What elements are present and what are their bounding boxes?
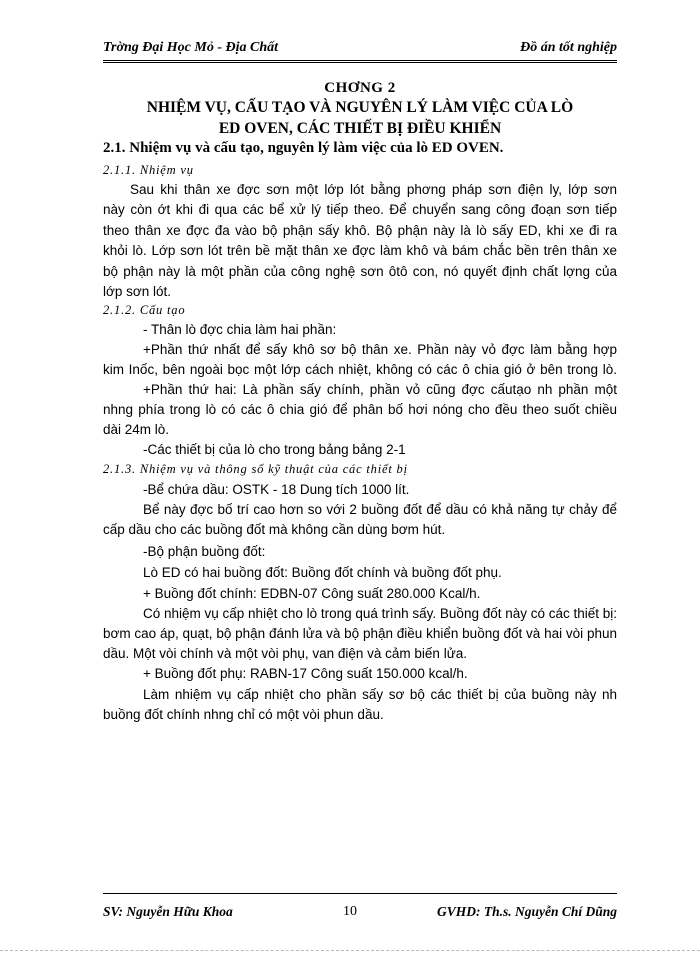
paragraph-line: -Bộ phận buồng đốt: <box>143 544 266 559</box>
header-rule-double <box>103 62 617 63</box>
paragraph-line: - Thân lò đợc chia làm hai phần: <box>143 322 337 337</box>
footer-rule <box>103 893 617 894</box>
page-bottom-divider <box>0 950 700 951</box>
footer-advisor: GVHD: Th.s. Nguyễn Chí Dũng <box>436 904 617 919</box>
paragraph-line: Sau khi thân xe đợc sơn một lớp lót bằng phơng pháp sơn điện ly, lớp sơn <box>130 182 617 197</box>
paragraph-line: bộ phận này là một phần của công nghệ sơn ôtô con, nó quyết định chất lợng của <box>103 264 617 279</box>
paragraph-line: + Buồng đốt chính: EDBN-07 Công suất 280.000 Kcal/h. <box>143 586 481 601</box>
paragraph-line: bơm cao áp, quạt, bộ phận đánh lửa và bộ phận điều khiển buồng đốt và hai vòi phun <box>103 626 617 641</box>
paragraph-line: khỏi lò. Lớp sơn lót trên bề mặt thân xe đợc làm khô và bám chắc bền trên thân xe <box>103 243 617 258</box>
chapter-subtitle-line-1: NHIỆM VỤ, CẤU TẠO VÀ NGUYÊN LÝ LÀM VIỆC CỦA LÒ <box>146 99 574 116</box>
paragraph-line: +Phần thứ nhất để sấy khô sơ bộ thân xe. Phần này vỏ đợc làm bằng hợp <box>143 342 617 357</box>
paragraph-line: theo thân xe đợc đa vào bộ phận sấy khô. Bộ phận này là lò sấy ED, khi xe đi ra <box>103 223 617 238</box>
paragraph-line: Có nhiệm vụ cấp nhiệt cho lò trong quá trình sấy. Buồng đốt này có các thiết bị: <box>143 606 618 621</box>
header-school: Trờng Đại Học Mỏ - Địa Chất <box>103 40 279 55</box>
paragraph-line: Làm nhiệm vụ cấp nhiệt cho phần sấy sơ bộ các thiết bị của buồng này nh <box>143 687 617 702</box>
paragraph-line: dầu. Một vòi chính và một vòi phụ, van điện và cảm biến lửa. <box>103 646 467 661</box>
subsection-heading-2-1-3: 2.1.3. Nhiệm vụ và thông số kỹ thuật của các thiết bị <box>103 462 408 476</box>
page-header <box>103 38 617 60</box>
subsection-heading-2-1-1: 2.1.1. Nhiệm vụ <box>103 163 194 177</box>
paragraph-line: + Buồng đốt phụ: RABN-17 Công suất 150.000 kcal/h. <box>143 666 468 681</box>
paragraph-line: Bể này đợc bố trí cao hơn so với 2 buồng đốt để dầu có khả năng tự chảy để <box>143 502 617 517</box>
paragraph-line: lớp sơn lót. <box>103 284 171 299</box>
paragraph-line: cấp dầu cho các buồng đốt mà không cần dùng bơm hút. <box>103 522 446 537</box>
page-number: 10 <box>343 904 357 919</box>
section-heading-2-1: 2.1. Nhiệm vụ và cấu tạo, nguyên lý làm việc của lò ED OVEN. <box>103 140 504 156</box>
chapter-title: CHƠNG 2 <box>324 80 396 96</box>
chapter-subtitle-line-2: ED OVEN, CÁC THIẾT BỊ ĐIỀU KHIỂN <box>218 120 502 137</box>
paragraph-line: Lò ED có hai buồng đốt: Buồng đốt chính và buồng đốt phụ. <box>143 565 502 580</box>
header-doc-type: Đồ án tốt nghiệp <box>520 40 617 55</box>
paragraph-line: nhng phía trong lò có các ô chia gió để phân bố hơi nóng cho đều theo suốt chiều <box>103 402 617 417</box>
paragraph-line: này còn ớt khi đi qua các bể xử lý tiếp theo. Để chuyển sang công đoạn sơn tiếp <box>103 202 617 217</box>
subsection-heading-2-1-2: 2.1.2. Cấu tạo <box>103 303 186 317</box>
paragraph-line: +Phần thứ hai: Là phần sấy chính, phần vỏ cũng đợc cấutạo nh phần một <box>143 382 617 397</box>
paragraph-line: buồng đốt chính nhng chỉ có một vòi phun dầu. <box>103 707 384 722</box>
paragraph-line: -Các thiết bị của lò cho trong bảng bảng 2-1 <box>143 442 406 457</box>
page-footer <box>103 904 617 924</box>
paragraph-line: kim Inốc, bên ngoài bọc một lớp cách nhiệt, không có các ô chia gió ở bên trong lò. <box>103 362 617 377</box>
paragraph-line: -Bể chứa dầu: OSTK - 18 Dung tích 1000 lít. <box>143 482 410 497</box>
footer-student: SV: Nguyễn Hữu Khoa <box>103 904 233 919</box>
paragraph-line: dài 24m lò. <box>103 422 170 437</box>
header-rule <box>103 60 617 61</box>
